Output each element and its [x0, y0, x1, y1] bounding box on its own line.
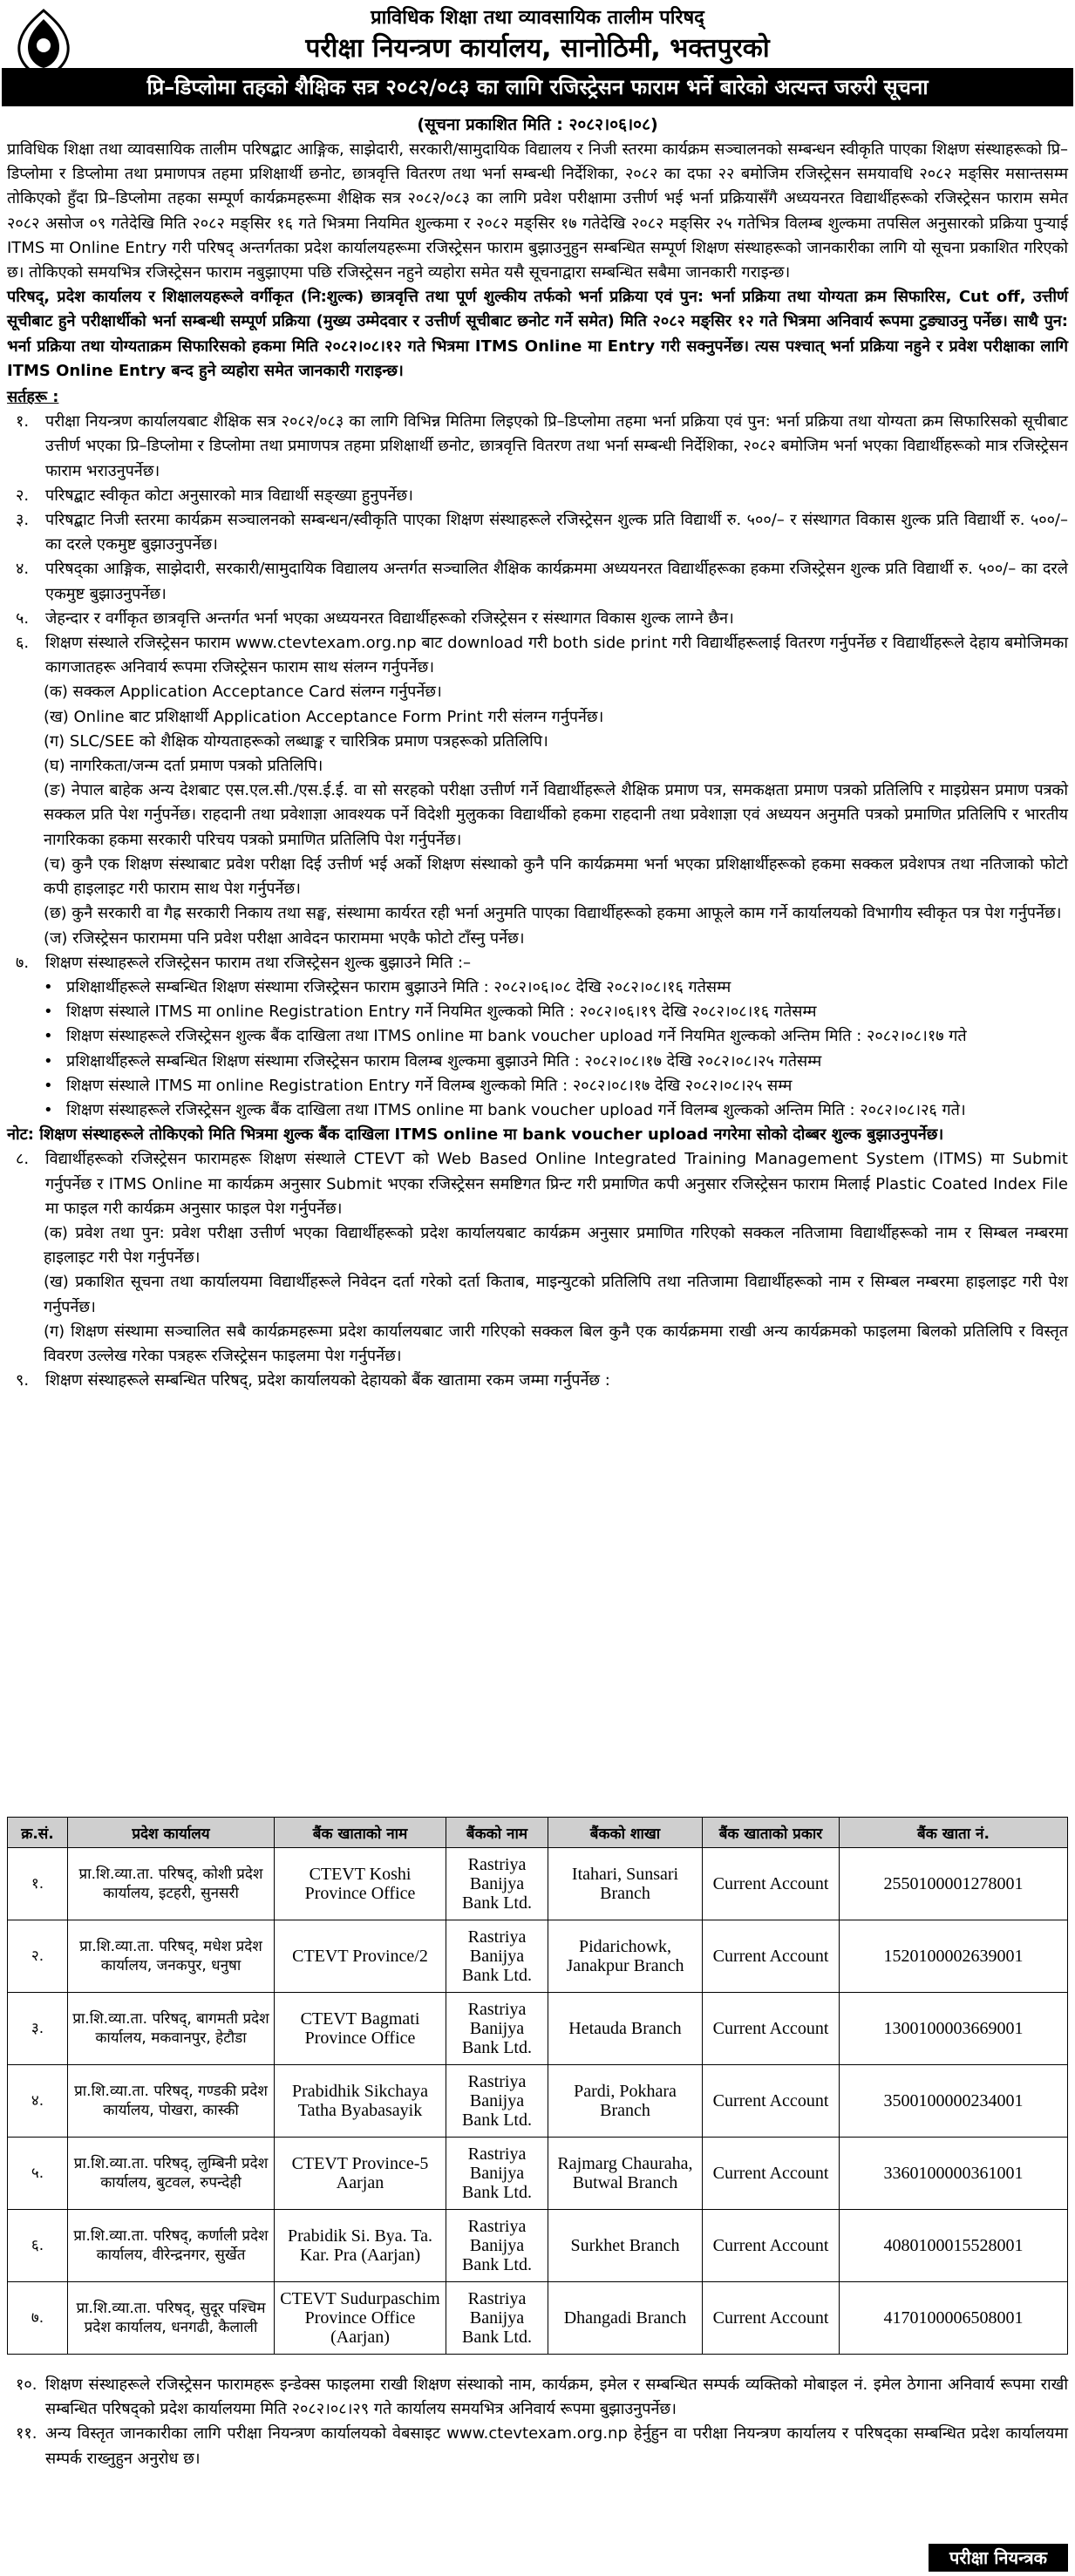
cell-account-number: 1520100002639001 — [840, 1920, 1068, 1993]
col-header-account-number: बैंक खाता नं. — [840, 1818, 1068, 1848]
term-item: ९. शिक्षण संस्थाहरूले सम्बन्धित परिषद्, प्रदेश कार्यालयको देहायको बैंक खातामा रकम जम्मा गर्नुपर्नेछ : — [16, 1371, 610, 1390]
cell-account-name: CTEVT Sudurpaschim Province Office (Aarjan) — [275, 2282, 446, 2355]
table-row — [8, 2210, 1068, 2282]
doc-item: (क) सक्कल Application Acceptance Card संलग्न गर्नुपर्नेछ। — [44, 683, 442, 702]
cell-branch: Dhangadi Branch — [548, 2282, 703, 2355]
cell-office: प्रा.शि.व्या.ता. परिषद्, कोशी प्रदेश कार्यालय, इटहरी, सुनसरी — [68, 1848, 275, 1920]
bank-accounts-table — [7, 1817, 1068, 2355]
deadline-item: • शिक्षण संस्थाले ITMS मा online Registration Entry गर्ने विलम्ब शुल्कको मिति : २०८२।०८।१७ देखि २०८२।०८।२५ सम्म — [7, 1074, 1068, 1098]
cell-account-name: Prabidhik Sikchaya Tatha Byabasayik — [275, 2065, 446, 2138]
cell-bank-name: Rastriya Banijya Bank Ltd. — [446, 1848, 548, 1920]
cell-account-name: CTEVT Koshi Province Office — [275, 1848, 446, 1920]
cell-bank-name: Rastriya Banijya Bank Ltd. — [446, 2210, 548, 2282]
term-item: ३. परिषद्बाट निजी स्तरमा कार्यक्रम सञ्चालनको सम्बन्धन/स्वीकृति पाएका शिक्षण संस्थाहरूले रजिस्ट्रेसन शुल्क प्रति विद्यार्थी रु. ५००/– र संस्थागत विकास शुल्क प्रति विद्यार्थी रु. ५००/– का दरले एकमुष्ट बुझाउनुपर्नेछ। — [16, 511, 1068, 554]
deadline-item: • प्रशिक्षार्थीहरूले सम्बन्धित शिक्षण संस्थामा रजिस्ट्रेसन फाराम बुझाउने मिति : २०८२।०६।०८ देखि २०८२।०८।१६ गतेसम्म — [7, 975, 1068, 1000]
cell-account-number: 4080100015528001 — [840, 2210, 1068, 2282]
exam-controller-signature: परीक्षा नियन्त्रक — [929, 2544, 1068, 2572]
table-row — [8, 1848, 1068, 1920]
term-item: १०. शिक्षण संस्थाहरूले रजिस्ट्रेसन फारामहरू इन्डेक्स फाइलमा राखी शिक्षण संस्थाको नाम, कार्यक्रम, इमेल र सम्बन्धित सम्पर्क व्यक्तिको मोबाइल नं. इमेल ठेगाना अनिवार्य रूपमा राखी सम्बन्धित परिषद्को प्रदेश कार्यालयमा मिति २०८२।०८।२९ गते कार्यालय समयभित्र अनिवार्य रूपमा बुझाउनुपर्नेछ। — [16, 2375, 1068, 2419]
cell-account-type: Current Account — [703, 1848, 840, 1920]
file-item: (ग) शिक्षण संस्थामा सञ्चालित सबै कार्यक्रमहरूमा प्रदेश कार्यालयबाट जारी गरिएको सक्कल बिल कुनै एक कार्यक्रममा राखी अन्य कार्यक्रमको फाइलमा बिलको प्रतिलिपि र विस्तृत विवरण उल्लेख गरेका पत्रहरू रजिस्ट्रेसन फाइलमा पेश गर्नुपर्नेछ। — [44, 1322, 1068, 1365]
cell-account-number: 1300100003669001 — [840, 1993, 1068, 2065]
table-header-row — [8, 1818, 1068, 1848]
bullet-icon: • — [44, 1003, 53, 1022]
cell-sn: ६. — [8, 2210, 68, 2282]
cell-account-name: CTEVT Province-5 Aarjan — [275, 2138, 446, 2210]
cell-account-type: Current Account — [703, 1993, 840, 2065]
cell-office: प्रा.शि.व्या.ता. परिषद्, गण्डकी प्रदेश कार्यालय, पोखरा, कास्की — [68, 2065, 275, 2138]
cell-bank-name: Rastriya Banijya Bank Ltd. — [446, 2282, 548, 2355]
cell-sn: २. — [8, 1920, 68, 1993]
terms-heading: सर्तहरू : — [7, 388, 59, 407]
intro-paragraph-1: प्राविधिक शिक्षा तथा व्यावसायिक तालीम परिषद्बाट आङ्गिक, साझेदारी, सरकारी/सामुदायिक विद्यालय र निजी स्तरमा कार्यक्रम सञ्चालनको सम्बन्धन स्वीकृति पाएका शिक्षण संस्थाहरूको प्रि–डिप्लोमा र डिप्लोमा तथा प्रमाणपत्र तहमा प्रशिक्षार्थी छनोट, छात्रवृत्ति वितरण तथा भर्ना सम्बन्धी निर्देशिका, २०८२ का दफा २२ बमोजिम रजिस्ट्रेसन समयावधि २०८२ मङ्सिर मसान्तसम्म तोकिएको हुँदा प्रि–डिप्लोमा तहका सम्पूर्ण कार्यक्रमहरूमा शैक्षिक सत्र २०८२/०८३ का लागि प्रवेश परीक्षामा उत्तीर्ण भई भर्ना प्रक्रियासँगै अध्ययनरत विद्यार्थीहरूको रजिस्ट्रेसन फाराम समेत २०८२ असोज ०९ गतेदेखि मिति २०८२ मङ्सिर १६ गते भित्रमा नियमित शुल्कमा र २०८२ मङ्सिर १७ गतेदेखि २०८२ मङ्सिर २५ गतेभित्र विलम्ब शुल्कमा तपसिल अनुसारको प्रक्रिया पुऱ्याई ITMS मा Online Entry गरी परिषद् अन्तर्गतका प्रदेश कार्यालयहरूमा रजिस्ट्रेसन फाराम बुझाउनुहुन सम्बन्धित सम्पूर्ण शिक्षण संस्थाहरूको जानकारीका लागि यो सूचना प्रकाशित गरिएको छ। तोकिएको समयभित्र रजिस्ट्रेसन फाराम नबुझाएमा पछि रजिस्ट्रेसन नहुने व्यहोरा समेत यसै सूचनाद्वारा सम्बन्धित सबैमा जानकारी गराइन्छ। — [7, 140, 1068, 282]
doc-item: (ज) रजिस्ट्रेसन फाराममा पनि प्रवेश परीक्षा आवेदन फाराममा भएकै फोटो टाँस्नु पर्नेछ। — [44, 928, 525, 948]
cell-account-type: Current Account — [703, 2282, 840, 2355]
col-header-bank-name: बैंकको नाम — [446, 1818, 548, 1848]
cell-branch: Pidarichowk, Janakpur Branch — [548, 1920, 703, 1993]
term-item: १. परीक्षा नियन्त्रण कार्यालयबाट शैक्षिक सत्र २०८२/०८३ का लागि विभिन्न मितिमा लिइएको प्रि–डिप्लोमा तहमा भर्ना प्रक्रिया एवं पुन: भर्ना प्रक्रिया तथा योग्यता क्रम सिफारिसको सूचीबाट उत्तीर्ण भएका प्रि–डिप्लोमा र डिप्लोमा तथा प्रमाणपत्र तहमा प्रशिक्षार्थी छनोट, छात्रवृत्ति वितरण तथा भर्ना सम्बन्धी निर्देशिका, २०८२ बमोजिम भर्ना भएका विद्यार्थीहरूको मात्र रजिस्ट्रेसन फाराम भराउनुपर्नेछ। — [16, 412, 1068, 480]
col-header-sn: क्र.सं. — [8, 1818, 68, 1848]
term-item: ७. शिक्षण संस्थाहरूले रजिस्ट्रेसन फाराम तथा रजिस्ट्रेसन शुल्क बुझाउने मिति :– — [16, 953, 472, 972]
table-row — [8, 1920, 1068, 1993]
bullet-icon: • — [44, 977, 53, 996]
notice-closing — [7, 2373, 1068, 2471]
term-item: ४. परिषद्का आङ्गिक, साझेदारी, सरकारी/सामुदायिक विद्यालय अन्तर्गत सञ्चालित शैक्षिक कार्यक्रममा अध्ययनरत विद्यार्थीहरूका हकमा रजिस्ट्रेसन शुल्क प्रति विद्यार्थी रु. ५००/– का दरले एकमुष्ट बुझाउनुपर्नेछ। — [16, 560, 1068, 603]
doc-item: (ख) Online बाट प्रशिक्षार्थी Application Acceptance Form Print गरी संलग्न गर्नुपर्नेछ। — [44, 707, 604, 726]
term-item: ८. विद्यार्थीहरूको रजिस्ट्रेसन फारामहरू शिक्षण संस्थाले CTEVT को Web Based Online Integrated Training Management System (ITMS) मा Submit गर्नुपर्नेछ र ITMS Online मा कार्यक्रम अनुसार Submit भएका रजिस्ट्रेसन समष्टिगत प्रिन्ट गरी प्रमाणित कपी अनुसार रजिस्ट्रेसन फाराम मिलाई Plastic Coated Index File मा फाइल गरी कार्यक्रम अनुसार फाइल पेश गर्नुपर्नेछ। — [16, 1150, 1068, 1218]
table-row — [8, 2138, 1068, 2210]
term-item: २. परिषद्बाट स्वीकृत कोटा अनुसारको मात्र विद्यार्थी सङ्ख्या हुनुपर्नेछ। — [16, 486, 413, 505]
cell-office: प्रा.शि.व्या.ता. परिषद्, कर्णाली प्रदेश कार्यालय, वीरेन्द्रनगर, सुर्खेत — [68, 2210, 275, 2282]
deadline-item: • शिक्षण संस्थाहरूले रजिस्ट्रेसन शुल्क बैंक दाखिला तथा ITMS online मा bank voucher upload गर्ने नियमित शुल्कको अन्तिम मिति : २०८२।०८।१७ गते — [7, 1024, 1068, 1049]
term-item: ११. अन्य विस्तृत जानकारीका लागि परीक्षा नियन्त्रण कार्यालयको वेबसाइट www.ctevtexam.org.np हेर्नुहुन वा परीक्षा नियन्त्रण कार्यालय र परिषद्का सम्बन्धित प्रदेश कार्यालयमा सम्पर्क राख्नुहुन अनुरोध छ। — [16, 2424, 1068, 2468]
notice-body — [7, 138, 1068, 1393]
cell-sn: १. — [8, 1848, 68, 1920]
col-header-office: प्रदेश कार्यालय — [68, 1818, 275, 1848]
council-subtitle: प्राविधिक शिक्षा तथा व्यावसायिक तालीम परिषद् — [371, 7, 704, 29]
cell-office: प्रा.शि.व्या.ता. परिषद्, सुदूर पश्चिम प्रदेश कार्यालय, धनगढी, कैलाली — [68, 2282, 275, 2355]
cell-account-number: 3500100000234001 — [840, 2065, 1068, 2138]
cell-account-name: CTEVT Province/2 — [275, 1920, 446, 1993]
cell-bank-name: Rastriya Banijya Bank Ltd. — [446, 2138, 548, 2210]
cell-account-type: Current Account — [703, 1920, 840, 1993]
doc-item: (च) कुनै एक शिक्षण संस्थाबाट प्रवेश परीक्षा दिई उत्तीर्ण भई अर्को शिक्षण संस्थाको कुनै पनि कार्यक्रममा भर्ना भएका प्रशिक्षार्थीहरूको हकमा सक्कल प्रवेशपत्र तथा नतिजाको फोटो कपी हाइलाइट गरी फाराम साथ पेश गर्नुपर्नेछ। — [44, 854, 1068, 899]
cell-branch: Pardi, Pokhara Branch — [548, 2065, 703, 2138]
cell-office: प्रा.शि.व्या.ता. परिषद्, लुम्बिनी प्रदेश कार्यालय, बुटवल, रुपन्देही — [68, 2138, 275, 2210]
col-header-branch: बैंकको शाखा — [548, 1818, 703, 1848]
cell-office: प्रा.शि.व्या.ता. परिषद्, बागमती प्रदेश कार्यालय, मकवानपुर, हेटौडा — [68, 1993, 275, 2065]
term-item: ६. शिक्षण संस्थाले रजिस्ट्रेसन फाराम www.ctevtexam.org.np बाट download गरी both side print गरी विद्यार्थीहरूलाई वितरण गर्नुपर्नेछ र विद्यार्थीहरूले देहाय बमोजिमका कागजातहरू अनिवार्य रूपमा रजिस्ट्रेसन फाराम साथ संलग्न गर्नुपर्नेछ। — [16, 634, 1068, 677]
cell-account-number: 4170100006508001 — [840, 2282, 1068, 2355]
cell-account-type: Current Account — [703, 2210, 840, 2282]
cell-sn: ७. — [8, 2282, 68, 2355]
cell-account-name: Prabidik Si. Bya. Ta. Kar. Pra (Aarjan) — [275, 2210, 446, 2282]
cell-branch: Hetauda Branch — [548, 1993, 703, 2065]
table-row — [8, 2065, 1068, 2138]
cell-branch: Surkhet Branch — [548, 2210, 703, 2282]
cell-account-number: 3360100000361001 — [840, 2138, 1068, 2210]
cell-account-name: CTEVT Bagmati Province Office — [275, 1993, 446, 2065]
cell-account-type: Current Account — [703, 2138, 840, 2210]
cell-account-number: 2550100001278001 — [840, 1848, 1068, 1920]
bullet-icon: • — [44, 1051, 53, 1071]
doc-item: (ङ) नेपाल बाहेक अन्य देशबाट एस.एल.सी./एस.ई.ई. वा सो सरहको परीक्षा उत्तीर्ण गर्ने विद्यार्थीहरूले शैक्षिक प्रमाण पत्र, समकक्षता प्रमाण पत्रको प्रतिलिपि र माइग्रेसन प्रमाण पत्रको सक्कल प्रति पेश गर्नुपर्नेछ। राहदानी तथा प्रवेशाज्ञा आवश्यक पर्ने विदेशी मुलुकका विद्यार्थीको हकमा राहदानी तथा प्रवेशाज्ञा एवं अध्ययन अनुमति पत्रको प्रमाणित प्रतिलिपि र भारतीय नागरिकका हकमा सरकारी परिचय पत्रको प्रमाणित प्रतिलिपि पेश गर्नुपर्नेछ। — [44, 781, 1068, 849]
file-item: (क) प्रवेश तथा पुन: प्रवेश परीक्षा उत्तीर्ण भएका विद्यार्थीहरूको प्रदेश कार्यालयबाट कार्यक्रम अनुसार प्रमाणित गरिएको सक्कल नतिजामा विद्यार्थीहरूको नाम र सिम्बल नम्बरमा हाइलाइट गरी पेश गर्नुपर्नेछ। — [44, 1223, 1068, 1268]
col-header-account-name: बैंक खाताको नाम — [275, 1818, 446, 1848]
table-row — [8, 1993, 1068, 2065]
fee-note: नोट: शिक्षण संस्थाहरूले तोकिएको मिति भित्रमा शुल्क बैंक दाखिला ITMS online मा bank voucher upload नगरेमा सोको दोब्बर शुल्क बुझाउनुपर्नेछ। — [7, 1125, 944, 1145]
deadline-item: • शिक्षण संस्थाले ITMS मा online Registration Entry गर्ने नियमित शुल्कको मिति : २०८२।०६।१९ देखि २०८२।०८।१६ गतेसम्म — [7, 1000, 1068, 1024]
office-title: परीक्षा नियन्त्रण कार्यालय, सानोठिमी, भक्तपुरको — [305, 33, 770, 64]
notice-banner: प्रि–डिप्लोमा तहको शैक्षिक सत्र २०८२/०८३ का लागि रजिस्ट्रेसन फाराम भर्ने बारेको अत्यन्त जरुरी सूचना — [2, 68, 1073, 106]
cell-bank-name: Rastriya Banijya Bank Ltd. — [446, 2065, 548, 2138]
cell-sn: ४. — [8, 2065, 68, 2138]
published-date: (सूचना प्रकाशित मिति : २०८२।०६।०८) — [417, 115, 658, 134]
deadline-item: • शिक्षण संस्थाहरूले रजिस्ट्रेसन शुल्क बैंक दाखिला तथा ITMS online मा bank voucher upload गर्ने विलम्ब शुल्कको अन्तिम मिति : २०८२।०८।२६ गते। — [7, 1098, 1068, 1123]
cell-account-type: Current Account — [703, 2065, 840, 2138]
cell-office: प्रा.शि.व्या.ता. परिषद्, मधेश प्रदेश कार्यालय, जनकपुर, धनुषा — [68, 1920, 275, 1993]
bullet-icon: • — [44, 1100, 53, 1119]
cell-bank-name: Rastriya Banijya Bank Ltd. — [446, 1993, 548, 2065]
cell-sn: ३. — [8, 1993, 68, 2065]
bullet-icon: • — [44, 1076, 53, 1095]
cell-bank-name: Rastriya Banijya Bank Ltd. — [446, 1920, 548, 1993]
doc-item: (घ) नागरिकता/जन्म दर्ता प्रमाण पत्रको प्रतिलिपि। — [44, 757, 323, 776]
cell-sn: ५. — [8, 2138, 68, 2210]
bullet-icon: • — [44, 1027, 53, 1046]
term-item: ५. जेहन्दार र वर्गीकृत छात्रवृत्ति अन्तर्गत भर्ना भएका अध्ययनरत विद्यार्थीहरूको रजिस्ट्रेसन र संस्थागत विकास शुल्क लाग्ने छैन। — [16, 608, 734, 628]
col-header-account-type: बैंक खाताको प्रकार — [703, 1818, 840, 1848]
cell-branch: Itahari, Sunsari Branch — [548, 1848, 703, 1920]
file-item: (ख) प्रकाशित सूचना तथा कार्यालयमा विद्यार्थीहरूले निवेदन दर्ता गरेको दर्ता किताब, माइन्युटको प्रतिलिपि तथा नतिजामा विद्यार्थीहरूको नाम र सिम्बल नम्बरमा हाइलाइट गरी पेश गर्नुपर्नेछ। — [44, 1273, 1068, 1316]
doc-item: (ग) SLC/SEE को शैक्षिक योग्यताहरूको लब्धाङ्क र चारित्रिक प्रमाण पत्रहरूको प्रतिलिपि। — [44, 731, 548, 751]
intro-paragraph-2: परिषद्, प्रदेश कार्यालय र शिक्षालयहरूले वर्गीकृत (नि:शुल्क) छात्रवृत्ति तथा पूर्ण शुल्कीय तर्फको भर्ना प्रक्रिया एवं पुन: भर्ना प्रक्रिया तथा योग्यता क्रम सिफारिस, Cut off, उत्तीर्ण सूचीबाट हुने परीक्षार्थीको भर्ना सम्बन्धी सम्पूर्ण प्रक्रिया (मुख्य उम्मेदवार र उत्तीर्ण सूचीबाट छनोट गर्ने समेत) मिति २०८२ मङ्सिर १२ गते भित्रमा अनिवार्य रूपमा टुङ्याउनु पर्नेछ। साथै पुन: भर्ना प्रक्रिया तथा योग्यताक्रम सिफारिसको हकमा मिति २०८२।०८।१२ गते भित्रमा ITMS Online मा Entry गरी सक्नुपर्नेछ। त्यस पश्चात् भर्ना प्रक्रिया नहुने र प्रवेश परीक्षाका लागि ITMS Online Entry बन्द हुने व्यहोरा समेत जानकारी गराइन्छ। — [7, 288, 1068, 380]
cell-branch: Rajmarg Chauraha, Butwal Branch — [548, 2138, 703, 2210]
table-row — [8, 2282, 1068, 2355]
deadline-item: • प्रशिक्षार्थीहरूले सम्बन्धित शिक्षण संस्थामा रजिस्ट्रेसन फाराम विलम्ब शुल्कमा बुझाउने मिति : २०८२।०८।१७ देखि २०८२।०८।२५ गतेसम्म — [7, 1050, 1068, 1074]
doc-item: (छ) कुनै सरकारी वा गैह्र सरकारी निकाय तथा सङ्घ, संस्थामा कार्यरत रही भर्ना अनुमति पाएका विद्यार्थीहरूको हकमा आफूले काम गर्ने कार्यालयको विभागीय स्वीकृत पत्र पेश गर्नुपर्नेछ। — [44, 904, 1062, 923]
